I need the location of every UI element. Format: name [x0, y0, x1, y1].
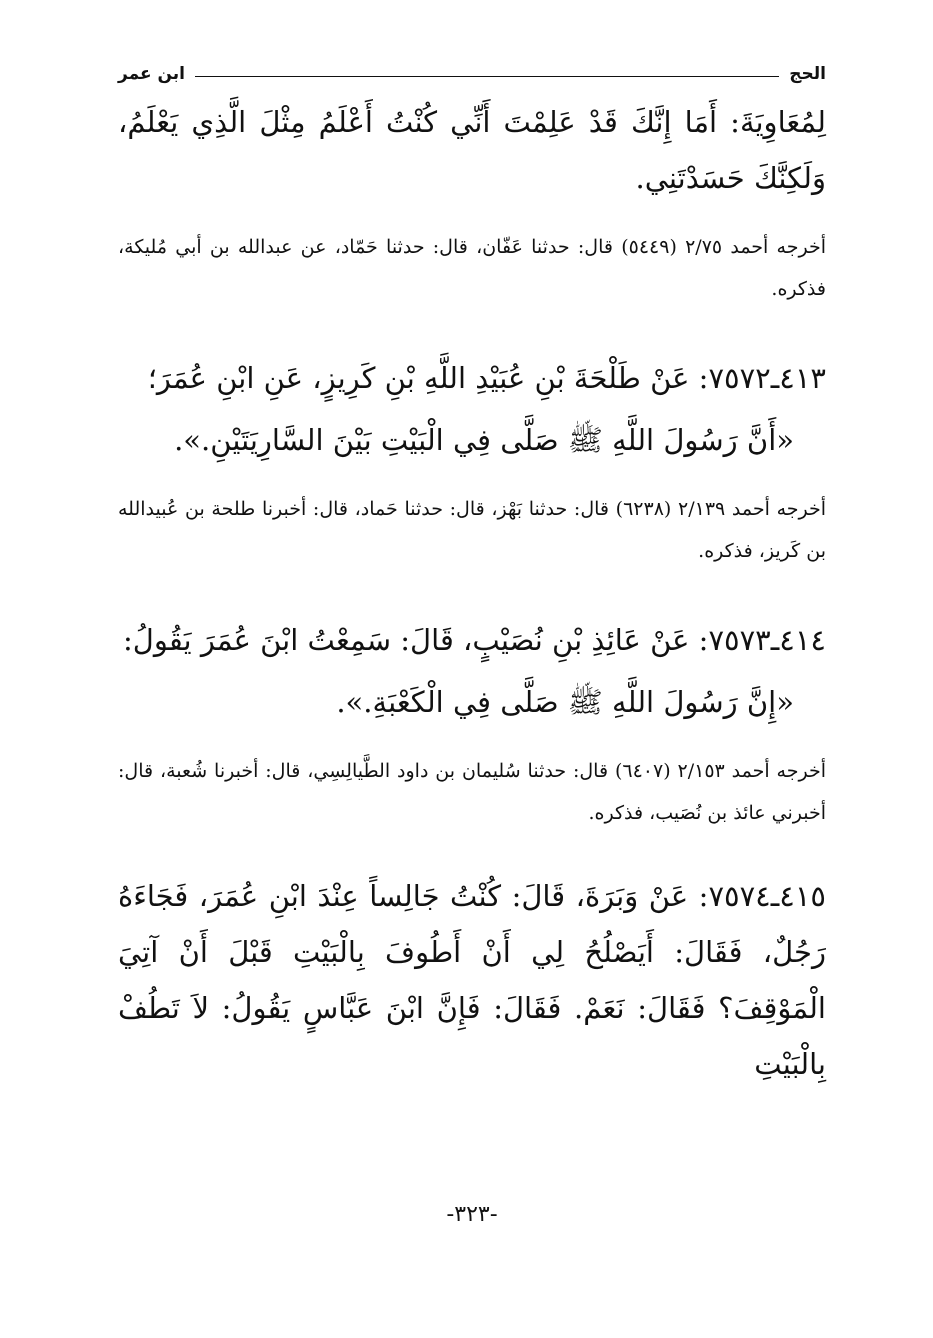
book-page — [118, 60, 826, 1310]
takhrij-note: أخرجه أحمد ٢/١٥٣ (٦٤٠٧) قال: حدثنا سُليمان بن داود الطَّيالِسِي، قال: أخبرنا شُعبة، قال: أخبرني عائذ بن نُصَيب، فذكره. — [118, 760, 826, 824]
hadith-7573-matn: «إِنَّ رَسُولَ اللَّهِ ﷺ صَلَّى فِي الْكَعْبَةِ.». — [336, 685, 794, 719]
page-number: -٣٢٣- — [446, 1202, 498, 1227]
hadith-continuation: لِمُعَاوِيَةَ: أَمَا إِنَّكَ قَدْ عَلِمْتَ أَنِّي كُنْتُ أَعْلَمُ مِثْلَ الَّذِي يَعْلَمُ، وَلَكِنَّكَ حَسَدْتَنِي. — [118, 105, 826, 195]
header-rule — [195, 76, 779, 77]
hadith-7573: ٤١٤ـ٧٥٧٣: عَنْ عَائِذِ بْنِ نُصَيْبٍ، قَالَ: سَمِعْتُ ابْنَ عُمَرَ يَقُولُ: — [123, 623, 826, 657]
hadith-7572-matn: «أَنَّ رَسُولَ اللَّهِ ﷺ صَلَّى فِي الْبَيْتِ بَيْنَ السَّارِيَتَيْنِ.». — [174, 423, 794, 457]
chapter-title: الحج — [789, 64, 826, 84]
musnad-title: ابن عمر — [118, 64, 186, 84]
takhrij-note: أخرجه أحمد ٢/٧٥ (٥٤٤٩) قال: حدثنا عَفّان، قال: حدثنا حَمّاد، عن عبدالله بن أبي مُليكة، فذكره. — [118, 236, 826, 300]
takhrij-note: أخرجه أحمد ٢/١٣٩ (٦٢٣٨) قال: حدثنا بَهْز، قال: حدثنا حَماد، قال: أخبرنا طلحة بن عُبيدالله بن كَريز، فذكره. — [118, 498, 827, 562]
hadith-7572: ٤١٣ـ٧٥٧٢: عَنْ طَلْحَةَ بْنِ عُبَيْدِ اللَّهِ بْنِ كَرِيزٍ، عَنِ ابْنِ عُمَرَ؛ — [147, 361, 826, 395]
hadith-7574: ٤١٥ـ٧٥٧٤: عَنْ وَبَرَةَ، قَالَ: كُنْتُ جَالِساً عِنْدَ ابْنِ عُمَرَ، فَجَاءَهُ رَجُلٌ، فَقَالَ: أَيَصْلُحُ لِي أَنْ أَطُوفَ بِالْبَيْتِ قَبْلَ أَنْ آتِيَ الْمَوْقِفَ؟ فَقَالَ: نَعَمْ. فَقَالَ: فَإِنَّ ابْنَ عَبَّاسٍ يَقُولُ: لاَ تَطُفْ بِالْبَيْتِ — [118, 879, 826, 1081]
running-header — [118, 60, 826, 88]
